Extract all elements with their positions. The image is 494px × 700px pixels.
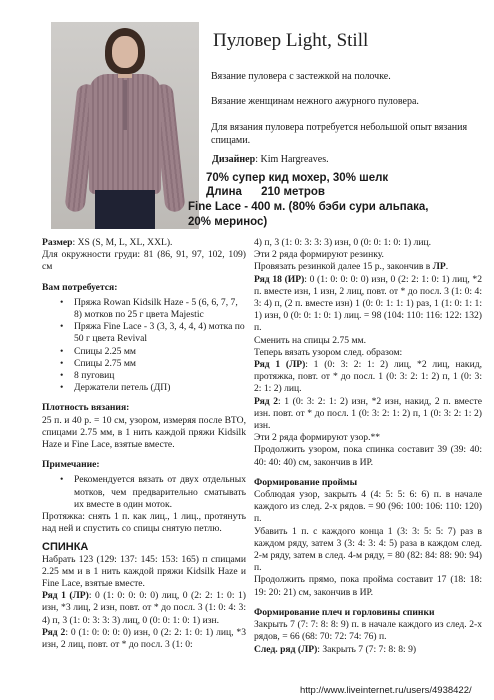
gauge-colon: :	[126, 402, 130, 414]
photo-placket	[123, 80, 127, 130]
material-line-3: Fine Lace - 400 м. (80% бэби сури альпака,	[188, 201, 429, 213]
needs-item: • Держатели петель (ДП)	[42, 382, 246, 394]
pattern-row2-text: : 1 (0: 3: 2: 1: 2) изн, *2 изн, накид, 2 п. вместе изн. повт. от * до посл. 1 (0: 3: 2: 1: 2) п, 1 (0: 3: 2: 1: 2) изн.	[254, 395, 482, 432]
row1-text: : 0 (1: 0: 0: 0: 0) лиц, 0 (2: 2: 1: 0: 1) изн, *3 лиц, 2 изн, повт. от * до посл. 3 (1: 0: 4: 3: 4) п, 3 (1: 0: 3: 3: 3) лиц, 0 (0: 0: 1: 0: 1) изн.	[42, 590, 247, 626]
left-column	[42, 237, 246, 651]
cont-line-2: Эти 2 ряда формируют резинку.	[254, 249, 384, 261]
cont-line-3-end: .	[445, 261, 449, 273]
armhole-text-3: Продолжить прямо, пока пройма составит 17 (18: 18: 19: 20: 21) см, закончив в ИР.	[254, 574, 482, 598]
needs-item: • 8 пуговиц	[42, 370, 246, 382]
next-row-line	[254, 644, 482, 656]
pattern-end-2: Продолжить узором, пока спинка составит 39 (39: 40: 40: 40: 40) см, закончив в ИР.	[254, 444, 482, 468]
material-line-2: Длина 210 метров	[206, 186, 325, 198]
material-line-1: 70% супер кид мохер, 30% шелк	[206, 172, 389, 184]
armhole-heading: Формирование проймы	[254, 476, 358, 488]
intro-line-1: Вязание пуловера с застежкой на полочке.	[211, 71, 391, 82]
pattern-row1-label: Ряд 1 (ЛР)	[254, 359, 306, 371]
designer-line	[212, 154, 329, 165]
row18-label: Ряд 18 (ИР)	[254, 273, 305, 285]
row2-line	[42, 627, 246, 651]
gauge-heading-text: Плотность вязания	[42, 402, 127, 414]
armhole-text-1: Соблюдая узор, закрыть 4 (4: 5: 5: 6: 6) п. в начале каждого из след. 2-х рядов. = 90 (96: 100: 106: 110: 120) п.	[254, 489, 482, 525]
needs-item: • Спицы 2.75 мм	[42, 358, 246, 370]
cont-line-3-bold: ЛР	[432, 261, 446, 273]
needs-item: • Спицы 2.25 мм	[42, 346, 246, 358]
cont-line-1: 4) п, 3 (1: 0: 3: 3: 3) изн, 0 (0: 0: 1: 0: 1) лиц.	[254, 237, 432, 248]
shoulder-heading: Формирование плеч и горловины спинки	[254, 606, 435, 618]
cont-line-3	[254, 261, 482, 273]
pattern-row2-label: Ряд 2	[254, 395, 279, 407]
needs-heading	[42, 282, 246, 294]
back-text: Набрать 123 (129: 137: 145: 153: 165) п спицами 2.25 мм и в 1 нить каждой пряжи Kidsilk Haze и Fine Lace, взятые вместе.	[42, 553, 246, 590]
pattern-end-1: Эти 2 ряда формируют узор.**	[254, 432, 381, 444]
shoulder-text: Закрыть 7 (7: 7: 8: 8: 9) п. в начале каждого из след. 2-х рядов, = 66 (68: 70: 72: 74: 76) п.	[254, 619, 482, 643]
size-label: Размер	[42, 237, 73, 248]
intro-line-3: Для вязания пуловера потребуется небольшой опыт вязания спицами.	[211, 122, 468, 146]
next-row-label: След. ряд (ЛР)	[254, 643, 318, 655]
armhole-text-2: Убавить 1 п. с каждого конца 1 (3: 3: 5: 5: 7) раз в каждом ряду, затем 3 (3: 4: 3: 4: 5) раза в каждом след. 2-м ряду, затем в след. 4-м ряду, = 80 (82: 84: 88: 90: 94) п.	[254, 525, 482, 574]
product-photo	[51, 22, 199, 229]
needs-list	[42, 297, 246, 395]
row1-line	[42, 590, 246, 627]
right-column	[254, 237, 482, 656]
needs-item: • Пряжа Rowan Kidsilk Haze - 5 (6, 6, 7, 7, 8) мотков по 25 г цвета Majestic	[42, 297, 246, 321]
designer-value: : Kim Hargreaves.	[255, 154, 329, 165]
note-list	[42, 474, 246, 511]
page-title: Пуловер Light, Still	[213, 30, 369, 51]
note-colon: :	[96, 459, 100, 471]
back-heading: СПИНКА	[42, 541, 89, 554]
needs-item: • Пряжа Fine Lace - 3 (3, 3, 4, 4, 4) мотка по 50 г цвета Revival	[42, 321, 246, 345]
note-item: • Рекомендуется вязать от двух отдельных мотков, чем предварительно сматывать их вместе в один моток.	[42, 474, 246, 511]
cont-line-3-text: Провязать резинкой далее 15 р., закончив в	[254, 261, 433, 273]
next-row-text: : Закрыть 7 (7: 7: 8: 8: 9)	[317, 643, 417, 655]
gauge-text: 25 п. и 40 р. = 10 см, узором, измеряя после ВТО, спицами 2.75 мм, в 1 нить каждой пряжи Kidsilk Haze и Fine Lace, взятые вместе.	[42, 414, 246, 451]
pattern-row1	[254, 359, 482, 396]
material-line-4: 20% меринос)	[188, 216, 268, 228]
note-text: Протяжка: снять 1 п. как лиц., 1 лиц., протянуть над ней и спустить со спицы снятую петлю.	[42, 511, 246, 535]
pattern-row1-text: : 1 (0: 3: 2: 1: 2) лиц, *2 лиц, накид, протяжка, повт. от * до посл. 1 (0: 3: 2: 1: 2) п, 1 (0: 3: 2: 1: 2) лиц.	[254, 359, 482, 395]
size-line	[42, 237, 246, 249]
row18-text: : 0 (1: 0: 0: 0: 0) изн, 0 (2: 2: 1: 0: 1) лиц, *2 п. вместе изн, 1 изн, 2 лиц, повт. от * до посл. 3 (1: 0: 4: 3: 4) п, (2 п. вместе изн) 1 (0: 0: 1: 1: 1) раз, 1 (1: 0: 1: 1: 1) изн, 0 (0: 0: 1: 0: 1) лиц. = 98 (104: 110: 116: 122: 132) п.	[254, 273, 482, 334]
size-value: : XS (S, M, L, XL, XXL).	[72, 237, 173, 248]
row18-line	[254, 274, 482, 335]
source-url: http://www.liveinternet.ru/users/4938422/	[300, 685, 472, 696]
intro-line-2: Вязание женщинам нежного ажурного пуловера.	[211, 96, 419, 107]
note-heading	[42, 459, 246, 471]
pattern-row2	[254, 396, 482, 433]
size-text: Для окружности груди: 81 (86, 91, 97, 102, 109) см	[42, 249, 246, 273]
gauge-heading	[42, 402, 246, 414]
row2-text: : 0 (1: 0: 0: 0: 0) изн, 0 (2: 2: 1: 0: 1) лиц, *3 изн, 2 лиц, повт. от * до посл. 3 (1: 0:	[42, 626, 246, 651]
row1-label: Ряд 1 (ЛР)	[42, 590, 89, 602]
photo-pants	[95, 190, 155, 229]
change-needles: Сменить на спицы 2.75 мм.	[254, 334, 366, 346]
row2-label: Ряд 2	[42, 626, 66, 638]
note-heading-text: Примечание	[42, 459, 97, 471]
designer-label: Дизайнер	[212, 154, 256, 165]
pattern-intro: Теперь вязать узором след. образом:	[254, 346, 403, 358]
needs-colon: :	[114, 281, 118, 293]
photo-face	[112, 36, 138, 68]
needs-heading-text: Вам потребуется	[42, 281, 115, 293]
